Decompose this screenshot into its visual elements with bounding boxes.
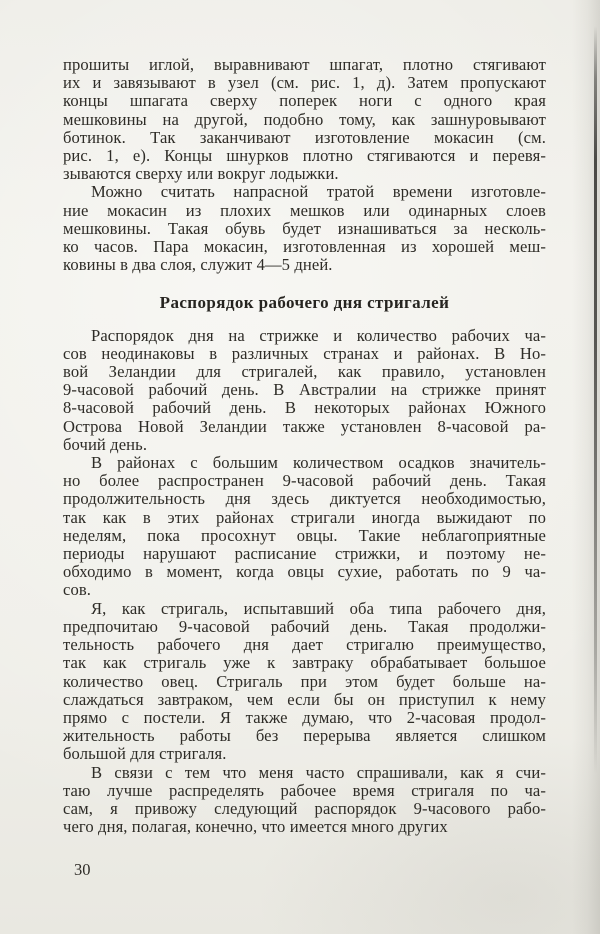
text-line: их и завязывают в узел (см. рис. 1, д). Затем пропускают: [63, 73, 546, 93]
text-line: жительность работы без перерыва является слишком: [63, 726, 546, 746]
text-line: ботинок. Так заканчивают изготовление мокасин (см.: [63, 127, 546, 147]
text-line: 9-часовой рабочий день. В Австралии на стрижке принят: [63, 380, 546, 400]
text-line: слаждаться завтраком, чем если бы он приступил к нему: [63, 689, 546, 709]
text-line: тельность рабочего дня дает стригалю преимущество,: [63, 635, 546, 655]
text-line: прямо с постели. Я также думаю, что 2-часовая продол-: [63, 707, 546, 727]
text-line: сов.: [63, 580, 92, 600]
page-gutter-shadow: [572, 0, 600, 934]
paragraph: [63, 600, 546, 764]
text-line: рис. 1, е). Концы шнурков плотно стягиваются и перевя-: [63, 146, 546, 166]
text-line: Распорядок дня на стрижке и количество рабочих ча-: [91, 325, 546, 345]
text-line: но более распространен 9-часовой рабочий день. Такая: [63, 471, 546, 491]
text-line: бочий день.: [63, 434, 148, 454]
paragraph: [63, 56, 546, 183]
paragraph: [63, 327, 546, 454]
text-line: Я, как стригаль, испытавший оба типа рабочего дня,: [91, 598, 546, 618]
text-line: мешковины на другой, подобно тому, как зашнуровывают: [63, 109, 546, 129]
text-line: предпочитаю 9-часовой рабочий день. Такая продолжи-: [63, 616, 546, 636]
text-line: неделям, пока просохнут овцы. Такие неблагоприятные: [63, 525, 546, 545]
text-line: периоды нарушают расписание стрижки, и поэтому не-: [63, 544, 546, 564]
scan-edge-line: [594, 26, 597, 774]
text-line: сов неодинаковы в различных странах и районах. В Но-: [63, 343, 546, 363]
text-line: количество овец. Стригаль при этом будет больше на-: [63, 671, 546, 691]
text-line: ко часов. Пара мокасин, изготовленная из хорошей меш-: [63, 237, 546, 257]
text-line: прошиты иглой, выравнивают шпагат, плотно стягивают: [63, 55, 546, 74]
text-line: Можно считать напрасной тратой времени изготовле-: [91, 182, 546, 202]
text-line: вой Зеландии для стригалей, как правило, установлен: [63, 362, 546, 382]
text-line: сам, я привожу следующий распорядок 9-часового рабо-: [63, 798, 546, 818]
text-line: продолжительность дня здесь диктуется необходимостью,: [63, 489, 546, 509]
text-line: так как стригаль уже к завтраку обрабатывает большое: [63, 653, 546, 673]
text-line: В районах с большим количеством осадков значитель-: [91, 453, 546, 473]
text-line: концы шпагата сверху поперек ноги с одного края: [63, 91, 546, 111]
text-line: мешковины. Такая обувь будет изнашиваться за несколь-: [63, 218, 546, 238]
text-line: В связи с тем что меня часто спрашивали, как я счи-: [91, 762, 546, 782]
paragraph: [63, 764, 546, 837]
text-line: большой для стригаля.: [63, 744, 227, 764]
text-line: 8-часовой рабочий день. В некоторых районах Южного: [63, 398, 546, 418]
text-line: обходимо в момент, когда овцы сухие, работать по 9 ча-: [63, 562, 546, 582]
text-line: ковины в два слоя, служит 4—5 дней.: [63, 255, 333, 275]
text-line: чего дня, полагая, конечно, что имеется много других: [63, 817, 448, 837]
paragraph: [63, 183, 546, 274]
section-heading: Распорядок рабочего дня стригалей: [159, 293, 450, 313]
paragraph: [63, 454, 546, 600]
text-line: таю лучше распределять рабочее время стригаля по ча-: [63, 780, 546, 800]
text-line: так как в этих районах стригали иногда выжидают по: [63, 507, 546, 527]
page-number: 30: [74, 860, 91, 879]
text-line: зываются сверху или вокруг лодыжки.: [63, 164, 339, 184]
text-line: Острова Новой Зеландии также установлен 8-часовой ра-: [63, 416, 546, 436]
text-column: [63, 56, 546, 836]
text-line: ние мокасин из плохих мешков или одинарных слоев: [63, 200, 546, 220]
